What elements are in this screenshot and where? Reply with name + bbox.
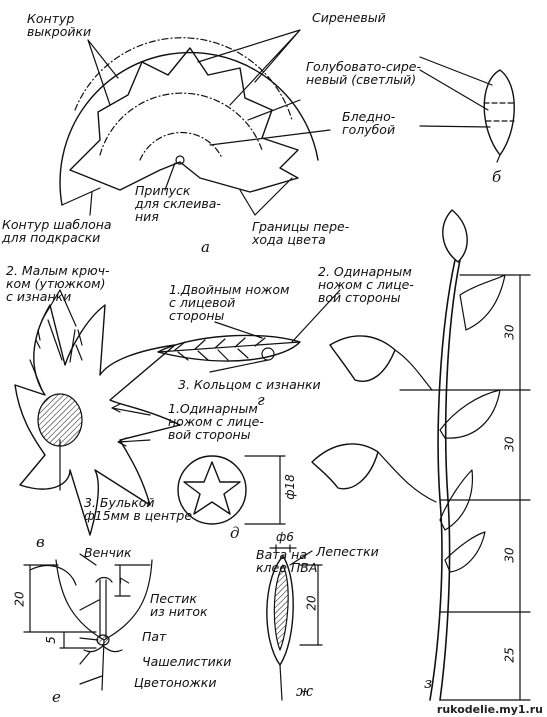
label-pat: Пат	[142, 629, 167, 644]
fig-b-petal	[420, 57, 516, 162]
dim-zh-20: 20	[304, 595, 319, 611]
label-pedicels: Цветоножки	[134, 675, 217, 690]
label-lilac: Сиреневый	[312, 10, 386, 25]
fig-d-stamp	[178, 456, 285, 524]
label-fig-zh: ж	[296, 682, 314, 700]
fig-e-assembly	[24, 554, 152, 690]
label-fig-b: б	[492, 168, 502, 186]
label-pale-blue: Бледно- голубой	[342, 109, 396, 137]
label-fig-e: е	[52, 688, 61, 706]
label-ring: 3. Кольцом с изнанки	[178, 377, 321, 392]
label-single-knife-g: 2. Одинарным ножом с лице- вой стороны	[318, 264, 414, 305]
dim-z-3: 30	[502, 547, 517, 563]
label-ball-tool: 3. Булькой ф15мм в центре	[84, 495, 193, 523]
label-cotton-pva: Вата на клее ПВА	[256, 547, 318, 575]
label-pattern-contour: Контур выкройки	[27, 11, 92, 39]
label-fig-a: а	[201, 238, 210, 256]
label-corolla: Венчик	[84, 545, 132, 560]
label-pistil: Пестик из ниток	[150, 591, 208, 619]
dim-z-1: 30	[502, 324, 517, 340]
label-single-knife-v: 1.Одинарным ножом с лице- вой стороны	[168, 401, 264, 442]
label-sepals: Чашелистики	[142, 654, 232, 669]
label-template-contour: Контур шаблона для подкраски	[2, 217, 112, 245]
label-small-hook: 2. Малым крюч- ком (утюжком) с изнанки	[6, 263, 110, 304]
dim-e-7: 7	[117, 577, 132, 585]
dim-e-20: 20	[12, 591, 27, 607]
label-fig-d: д	[230, 524, 240, 542]
label-light-lilac: Голубовато-сире- невый (светлый)	[306, 59, 421, 87]
dim-e-5: 5	[43, 636, 58, 644]
dim-z-4: 25	[502, 647, 517, 663]
label-petals: Лепестки	[316, 544, 379, 559]
dim-zh-6: ф6	[276, 530, 294, 544]
label-fig-v: в	[36, 533, 45, 551]
label-fig-z: з	[424, 674, 433, 692]
label-double-knife: 1.Двойным ножом с лицевой стороны	[169, 282, 290, 323]
label-color-borders: Границы пере- хода цвета	[252, 219, 350, 247]
label-glue-allowance: Припуск для склеива- ния	[135, 183, 221, 224]
label-fig-g: г	[257, 391, 265, 409]
dim-d-18: ф18	[282, 474, 297, 500]
dim-z-2: 30	[502, 436, 517, 452]
watermark: rukodelie.my1.ru	[436, 703, 543, 716]
